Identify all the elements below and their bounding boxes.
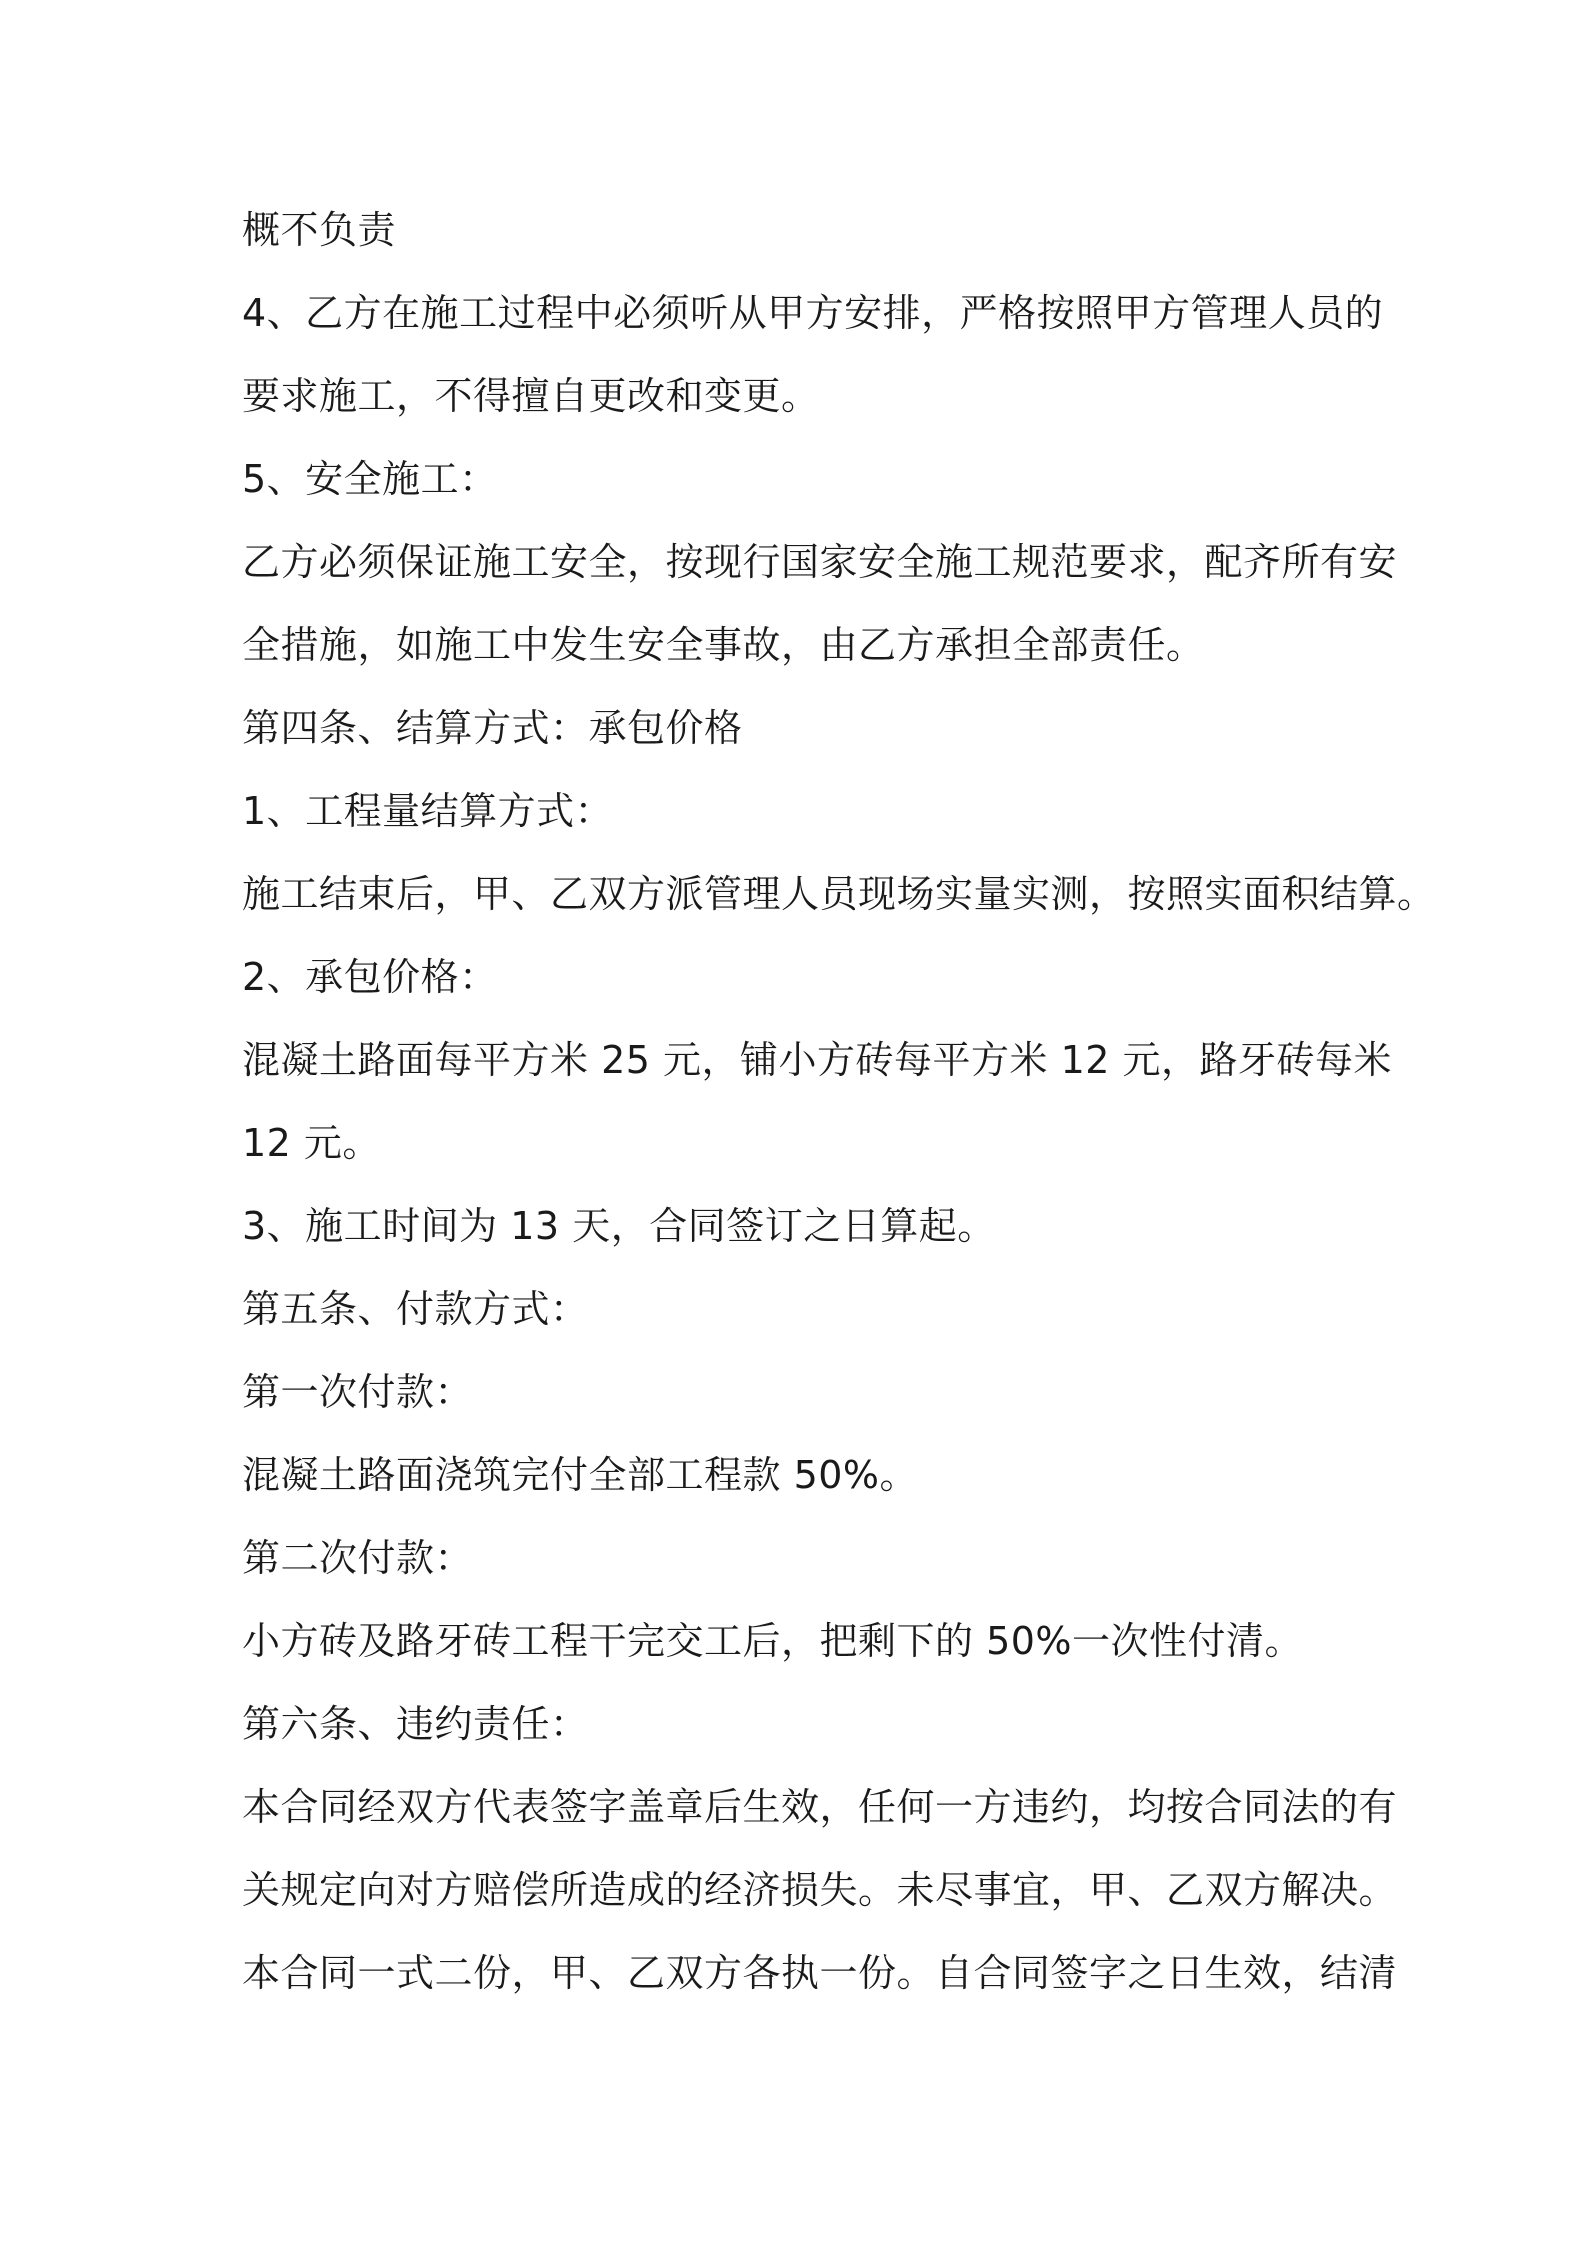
article-heading: 第六条、违约责任： [242,1702,589,1746]
text-line: 乙方必须保证施工安全，按现行国家安全施工规范要求，配齐所有安 [242,540,1398,584]
text-line: 本合同经双方代表签字盖章后生效，任何一方违约，均按合同法的有 [242,1785,1398,1829]
contract-text-body [242,198,1436,2024]
text-line: 施工结束后，甲、乙双方派管理人员现场实量实测，按照实面积结算。 [242,872,1436,916]
section-heading: 1、工程量结算方式： [242,789,614,833]
text-line: 概不负责 [242,208,397,252]
text-line: 全措施，如施工中发生安全事故，由乙方承担全部责任。 [242,623,1205,667]
text-line: 小方砖及路牙砖工程干完交工后，把剩下的 50%一次性付清。 [242,1619,1304,1663]
text-line: 关规定向对方赔偿所造成的经济损失。未尽事宜，甲、乙双方解决。 [242,1868,1398,1912]
text-line: 4、乙方在施工过程中必须听从甲方安排，严格按照甲方管理人员的 [242,291,1384,335]
text-line: 3、施工时间为 13 天，合同签订之日算起。 [242,1204,996,1248]
text-line: 12 元。 [242,1121,381,1165]
text-line: 要求施工，不得擅自更改和变更。 [242,374,820,418]
article-heading: 第四条、结算方式：承包价格 [242,706,743,750]
article-heading: 第五条、付款方式： [242,1287,589,1331]
section-heading: 5、安全施工： [242,457,498,501]
text-line: 本合同一式二份，甲、乙双方各执一份。自合同签字之日生效，结清 [242,1951,1398,1995]
section-heading: 2、承包价格： [242,955,498,999]
section-heading: 第二次付款： [242,1536,474,1580]
text-line: 混凝土路面浇筑完付全部工程款 50%。 [242,1453,919,1497]
section-heading: 第一次付款： [242,1370,474,1414]
text-line: 混凝土路面每平方米 25 元，铺小方砖每平方米 12 元，路牙砖每米 [242,1038,1393,1082]
